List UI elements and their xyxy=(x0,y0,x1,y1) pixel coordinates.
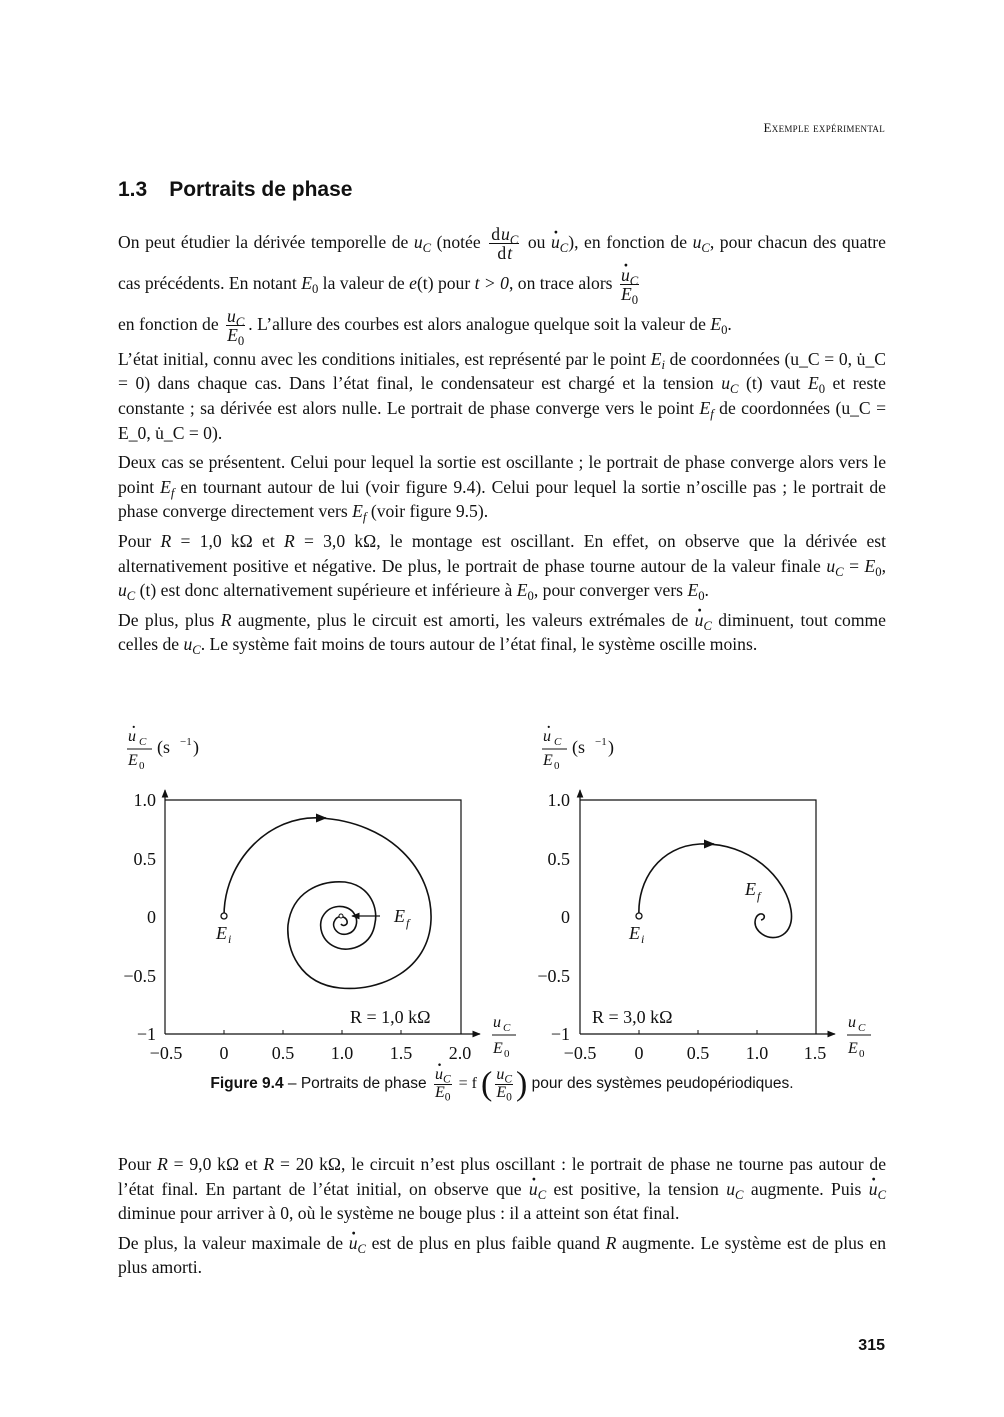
svg-text:E: E xyxy=(493,1040,503,1057)
fraction-duc-dt: $\frac{du_C}{dt}$ xyxy=(491,223,519,264)
svg-text:.: . xyxy=(547,720,551,732)
svg-text:0: 0 xyxy=(504,1048,510,1060)
svg-text:E: E xyxy=(848,1040,858,1057)
plot-right-yticks xyxy=(537,790,570,1044)
svg-text:0: 0 xyxy=(139,760,145,772)
plot-left-ylabel xyxy=(127,720,199,772)
ytick-label: 0.5 xyxy=(547,849,570,869)
paragraph-7: De plus, la valeur maximale de $u \cdot_C$ est de plus en plus faible quand R augmente. Le système est de plus en plus amorti. xyxy=(118,1231,886,1280)
svg-text:−1: −1 xyxy=(180,736,192,748)
paragraph-2: L’état initial, connu avec les conditions initiales, est représenté par le point $E_i$ de coordonnées (u_C = 0, u̇_C = 0) dans chaque cas. Dans l’état final, le condensateur est chargé et la tension $u_C$ (t) vaut $E_0$ et reste constante ; sa dérivée est alors nulle. Le portrait de phase converge vers le point $E_f$ de coordonnées (u_C = E_0, u̇_C = 0). xyxy=(118,348,886,443)
page-number: 315 xyxy=(858,1337,885,1354)
plot-left-trajectory xyxy=(224,818,431,989)
plot-right-xlabel xyxy=(847,1014,871,1060)
xtick-label: 1.0 xyxy=(330,1043,354,1063)
paragraph-4: Pour R = 1,0 kΩ et R = 3,0 kΩ, le montage est oscillant. En effet, on observe que la dérivée est alternativement positive et négative. De plus, le portrait de phase tourne autour de la valeur finale $u_C = E_0$, $u_C$ (t) est donc alternativement supérieure et inférieure à $E_0$, pour converger vers $E_0$. xyxy=(118,530,886,603)
xtick-label: −0.5 xyxy=(563,1043,597,1063)
svg-text:C: C xyxy=(139,736,147,748)
plot-left-ei-label xyxy=(215,923,231,946)
svg-text:u: u xyxy=(543,728,551,745)
svg-text:0: 0 xyxy=(859,1048,865,1060)
svg-text:u: u xyxy=(493,1014,501,1031)
svg-text:C: C xyxy=(554,736,562,748)
plot-left-yticks xyxy=(123,790,156,1044)
svg-text:f: f xyxy=(757,889,761,903)
xtick-label: 2.0 xyxy=(448,1043,472,1063)
xtick-label: 0 xyxy=(219,1043,229,1063)
plot-left-start-point xyxy=(221,913,227,919)
plot-right-trajectory xyxy=(639,844,792,938)
running-header xyxy=(764,120,885,136)
svg-text:): ) xyxy=(193,737,199,757)
plot-right-ylabel xyxy=(542,720,614,772)
paragraph-6: Pour R = 9,0 kΩ et R = 20 kΩ, le circuit n’est plus oscillant : le portrait de phase ne tourne pas autour de l’état final. En partant de l’état initial, on observe que $u \cdot_C$ est positive, la tension $u_C$ augmente. Puis $u \cdot_C$ diminue pour arriver à 0, où le système ne bouge plus : il a atteint son état final. xyxy=(118,1152,886,1226)
figure-9-4 xyxy=(0,720,1004,1065)
svg-text:i: i xyxy=(228,932,232,946)
caption-label: Figure 9.4 xyxy=(210,1074,284,1092)
plot-left-xlabel xyxy=(492,1014,516,1060)
text-block-2 xyxy=(118,1152,886,1285)
plot-right-title: R = 3,0 kΩ xyxy=(592,1007,673,1027)
section-number: 1.3 xyxy=(118,178,148,201)
svg-text:E: E xyxy=(543,752,553,769)
fraction-udot-e0: $\frac{u \cdot_C}{E_0}$ xyxy=(620,266,639,304)
xtick-label: 1.5 xyxy=(803,1043,827,1063)
xtick-label: 0.5 xyxy=(271,1043,295,1063)
paragraph-5: De plus, plus R augmente, plus le circuit est amorti, les valeurs extrémales de $u \cdot_C$ diminuent, tout comme celles de $u_C$. Le système fait moins de tours autour de l’état final, le système oscille moins. xyxy=(118,608,886,657)
plot-right-start-point xyxy=(636,913,642,919)
plot-right-ef-label xyxy=(744,879,762,903)
text-block-1 xyxy=(118,222,886,662)
running-title: Exemple expérimental xyxy=(763,120,885,135)
svg-text:E: E xyxy=(128,752,138,769)
plot-right xyxy=(537,720,871,1063)
svg-text:.: . xyxy=(132,720,136,732)
xtick-label: 0.5 xyxy=(686,1043,710,1063)
svg-text:(s: (s xyxy=(572,737,585,757)
svg-text:E: E xyxy=(216,923,227,943)
svg-text:−1: −1 xyxy=(595,736,607,748)
plot-right-ei-label xyxy=(628,923,644,946)
xtick-label: 0 xyxy=(634,1043,644,1063)
xtick-label: 1.5 xyxy=(389,1043,413,1063)
svg-text:C: C xyxy=(503,1022,511,1034)
ytick-label: 1.0 xyxy=(547,790,570,810)
svg-text:0: 0 xyxy=(554,760,560,772)
ytick-label: −0.5 xyxy=(537,966,570,986)
section-title: Portraits de phase xyxy=(169,178,353,201)
svg-text:f: f xyxy=(406,916,410,930)
ytick-label: 1.0 xyxy=(133,790,156,810)
xtick-label: −0.5 xyxy=(149,1043,183,1063)
svg-text:(s: (s xyxy=(157,737,170,757)
plot-right-xticks xyxy=(564,1043,827,1063)
svg-text:E: E xyxy=(745,879,756,899)
svg-text:u: u xyxy=(128,728,136,745)
xtick-label: 1.0 xyxy=(745,1043,769,1063)
section-heading xyxy=(118,178,352,202)
svg-text:E: E xyxy=(629,923,640,943)
fraction-u-e0: $\frac{u_C}{E_0}$ xyxy=(227,305,245,349)
plot-left-title: R = 1,0 kΩ xyxy=(350,1007,431,1027)
ytick-label: −0.5 xyxy=(123,966,156,986)
svg-text:E: E xyxy=(394,906,405,926)
svg-text:i: i xyxy=(641,932,645,946)
svg-text:): ) xyxy=(608,737,614,757)
svg-text:C: C xyxy=(858,1022,866,1034)
ytick-label: 0 xyxy=(147,907,156,927)
ytick-label: 0.5 xyxy=(133,849,156,869)
paragraph-3: Deux cas se présentent. Celui pour lequel la sortie est oscillante ; le portrait de phase converge alors vers le point $E_f$ en tournant autour de lui (voir figure 9.4). Celui pour lequel la sortie n’oscille pas ; le portrait de phase converge directement vers $E_f$ (voir figure 9.5). xyxy=(118,452,886,525)
ytick-label: −1 xyxy=(550,1024,570,1044)
svg-text:u: u xyxy=(848,1014,856,1031)
ytick-label: −1 xyxy=(136,1024,156,1044)
plot-left xyxy=(123,720,516,1063)
ytick-label: 0 xyxy=(561,907,570,927)
plot-left-ef-label xyxy=(393,906,411,930)
figure-caption: Figure 9.4 – Portraits de phase $\frac{u \cdot_C}{E_0}$ = f ( $\frac{u_C}{E_0}$ ) pour des systèmes peudopériodiques. xyxy=(0,1067,1004,1102)
paragraph-1: On peut étudier la dérivée temporelle de $u_C$ (notée $\frac{du_C}{dt}$ ou $u \cdot_C$), en fonction de $u_C$, pour chacun des quatre cas précédents. En notant $E_0$ la valeur de e(t) pour t > 0, on trace alors $\frac{u \cdot_C}{E_0}$ en fonction de $\frac{u_C}{E_0}$ . L’allure des courbes est alors analogue quelque soit la valeur de $E_0$. xyxy=(118,222,886,345)
plot-left-xticks xyxy=(150,1043,472,1063)
